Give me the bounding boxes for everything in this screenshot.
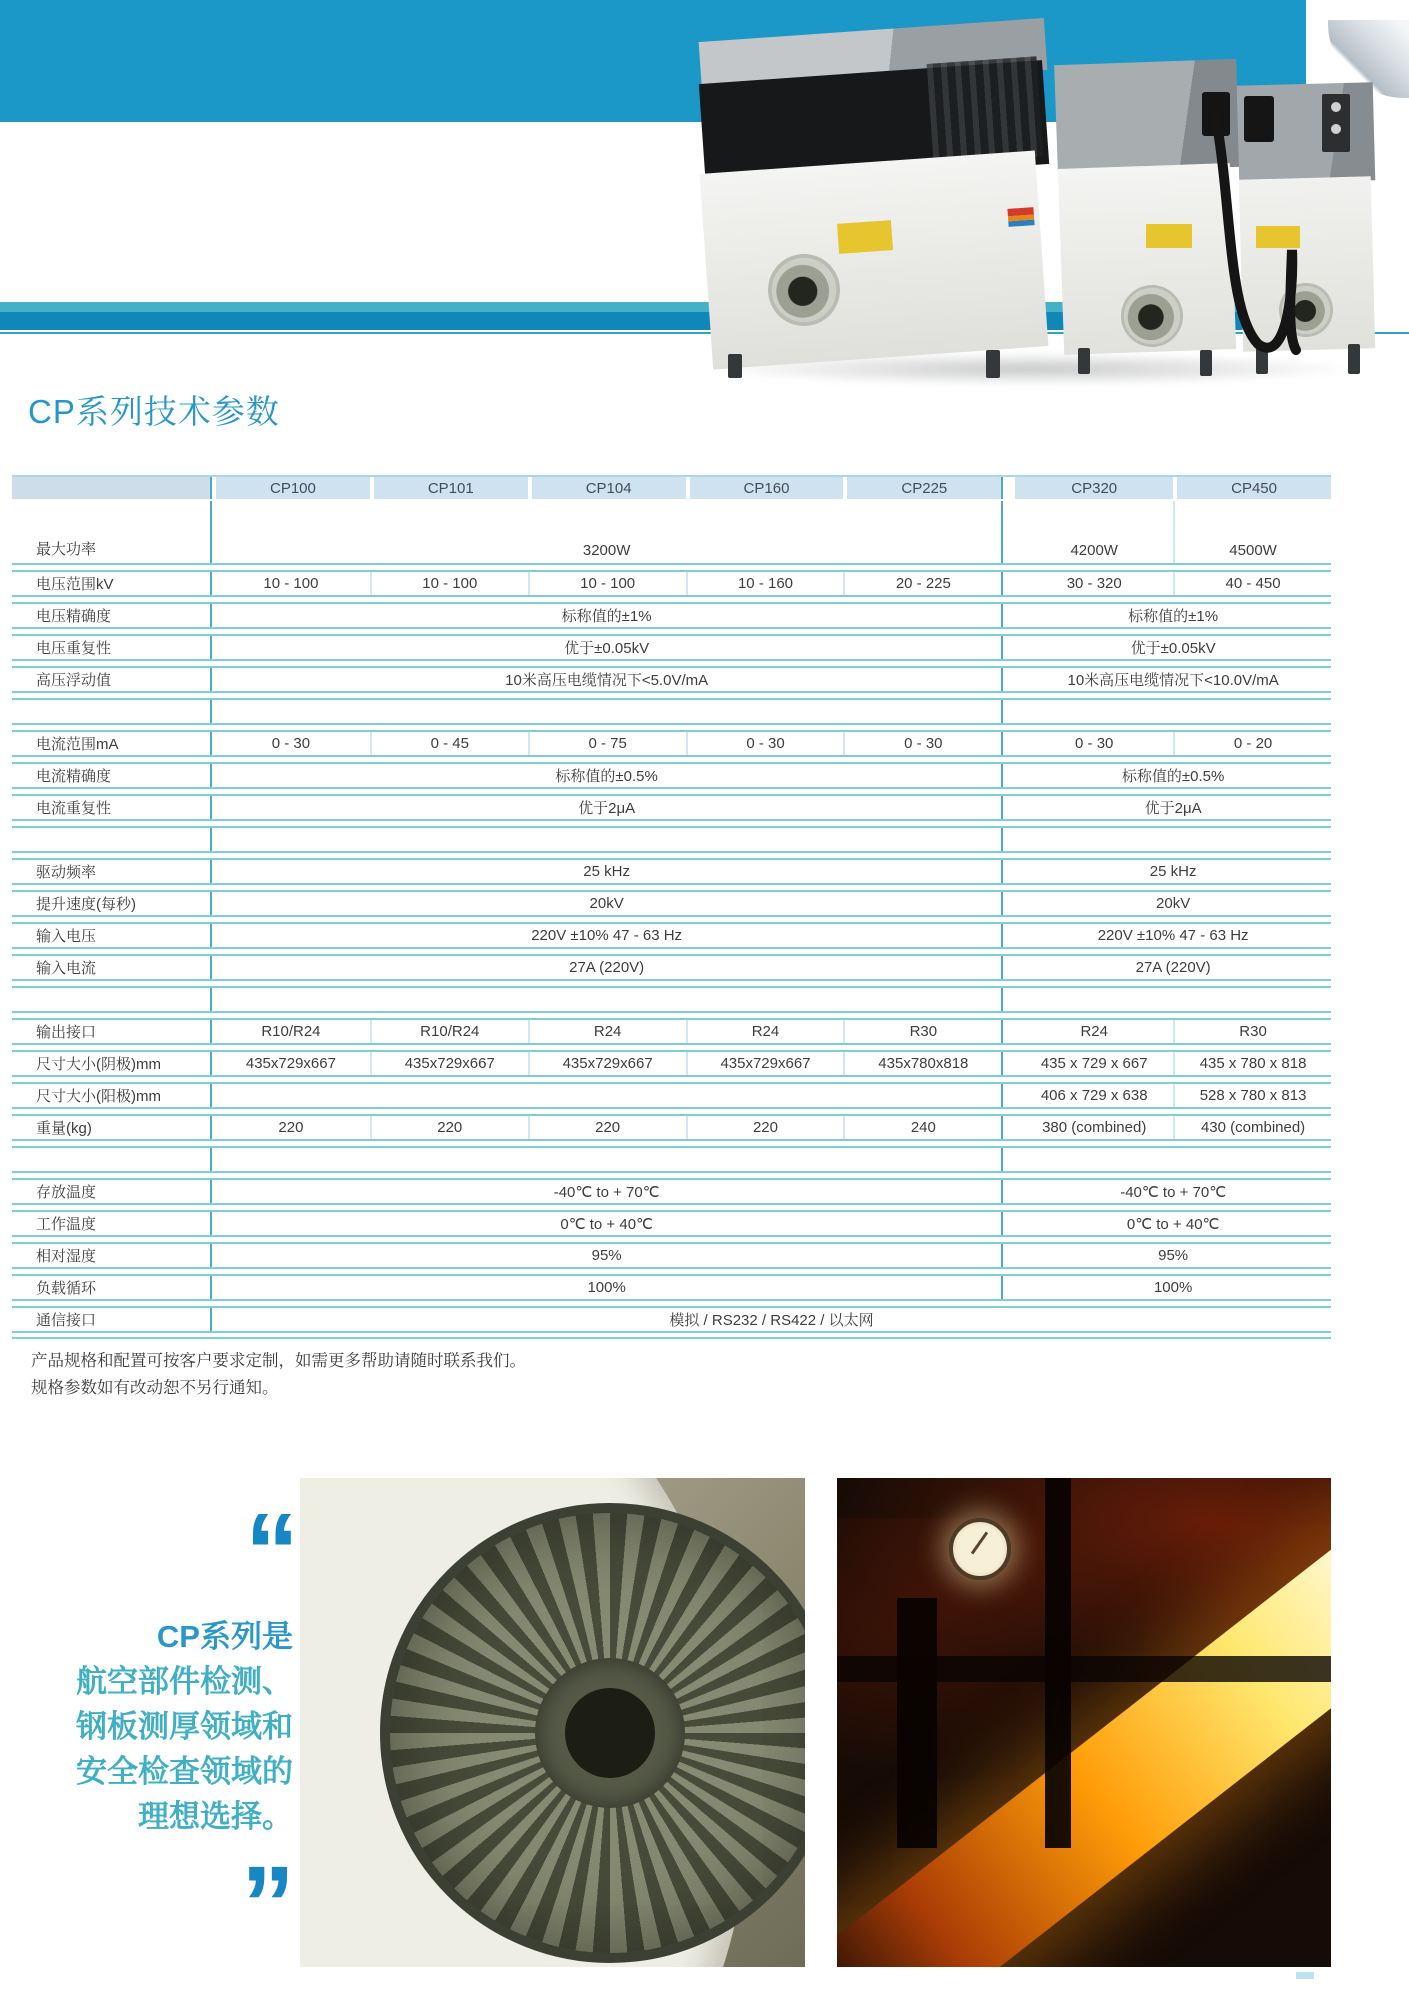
subtable-gap (1001, 700, 1015, 723)
cell-value: 20 - 225 (843, 572, 1001, 595)
cell-value (1015, 1148, 1331, 1171)
subtable-gap (1001, 668, 1015, 691)
table-row (12, 666, 1331, 693)
cell-value: 27A (220V) (1135, 959, 1211, 976)
subtable-gap (1001, 501, 1015, 563)
mill-beam-silhouette (837, 1656, 1331, 1682)
cell-value: 220V ±10% 47 - 63 Hz (1097, 927, 1249, 944)
cell-value: 优于±0.05kV (564, 640, 650, 657)
cell-value: 220 (528, 1116, 686, 1139)
row-label: 最大功率 (12, 501, 212, 563)
cell-value: 435x780x818 (843, 1052, 1001, 1075)
cell-value: 10 - 100 (370, 572, 528, 595)
cell-value: 0℃ to + 40℃ (1126, 1215, 1220, 1233)
mill-machinery-silhouette (897, 1598, 937, 1848)
footnotes (31, 1348, 526, 1402)
footnote-line: 产品规格和配置可按客户要求定制，如需更多帮助请随时联系我们。 (31, 1352, 526, 1370)
subtable-gap (1001, 604, 1015, 627)
cell-value: 40 - 450 (1173, 572, 1331, 595)
cell-value: 0 - 20 (1173, 732, 1331, 755)
cell-value: 3200W (582, 542, 631, 559)
cell-value: 优于±0.05kV (1130, 640, 1216, 657)
subtable-gap (1001, 1148, 1015, 1171)
subtable-gap (1001, 1052, 1015, 1075)
cell-value: 30 - 320 (1066, 575, 1122, 592)
cell-value (1015, 700, 1331, 723)
quote-line: CP系列是 (156, 1618, 293, 1654)
table-row (12, 762, 1331, 789)
cell-value: 435x729x667 (370, 1052, 528, 1075)
page-title: CP系列技术参数 (28, 393, 280, 430)
cell-value (212, 700, 1001, 723)
cell-value: R10/R24 (261, 1023, 321, 1040)
row-label: 尺寸大小(阳极)mm (12, 1084, 212, 1107)
cell-value: 10 - 100 (528, 572, 686, 595)
cell-value: 0 - 30 (843, 732, 1001, 755)
cell-value: 20kV (589, 895, 624, 912)
table-row (12, 1050, 1331, 1077)
bottom-corner-mark (1296, 1972, 1314, 1979)
cell-value: 25 kHz (583, 863, 630, 880)
cell-value: 0 - 45 (370, 732, 528, 755)
cell-value: 220 (370, 1116, 528, 1139)
column-header-cp450: CP450 (1173, 477, 1331, 499)
cell-value: 标称值的±0.5% (1121, 768, 1225, 785)
table-row (12, 858, 1331, 885)
cell-value: 100% (1153, 1279, 1193, 1296)
cell-value: R24 (1080, 1023, 1108, 1040)
table-row (12, 1242, 1331, 1269)
table-row (12, 1210, 1331, 1237)
table-row (12, 1018, 1331, 1045)
spacer-row (12, 1146, 1331, 1173)
row-label: 电压范围kV (12, 572, 212, 595)
table-row (12, 794, 1331, 821)
cell-value: 528 x 780 x 813 (1173, 1084, 1331, 1107)
cell-value: 4200W (1070, 542, 1118, 559)
subtable-gap (1001, 988, 1015, 1011)
hv-cable-icon (0, 0, 1409, 400)
cell-value: 模拟 / RS232 / RS422 / 以太网 (669, 1312, 874, 1329)
row-label: 输出接口 (12, 1020, 212, 1043)
quote-line: 钢板测厚领域和 (76, 1708, 293, 1744)
table-row (12, 570, 1331, 597)
row-label: 电压重复性 (12, 636, 212, 659)
column-header-cp225: CP225 (843, 477, 1001, 499)
cell-value (212, 988, 1001, 1011)
row-label: 电流重复性 (12, 796, 212, 819)
table-row (12, 890, 1331, 917)
hero-section (0, 0, 1409, 400)
cell-value: 10 - 160 (686, 572, 844, 595)
row-label: 输入电压 (12, 924, 212, 947)
cell-value: 220V ±10% 47 - 63 Hz (531, 927, 683, 944)
cell-value: 240 (843, 1116, 1001, 1139)
open-quote-icon: “ (245, 1490, 293, 1611)
cell-value: R24 (686, 1020, 844, 1043)
cell-value: 4500W (1173, 501, 1331, 563)
cell-value: 95% (591, 1247, 622, 1264)
subtable-gap (1001, 956, 1015, 979)
cell-value: 标称值的±1% (1128, 608, 1219, 625)
cell-value: 优于2μA (578, 800, 636, 817)
row-label: 重量(kg) (12, 1116, 212, 1139)
cell-value: 标称值的±0.5% (555, 768, 658, 785)
subtable-gap (1001, 892, 1015, 915)
column-header-cp320: CP320 (1015, 477, 1173, 499)
cell-value: 优于2μA (1144, 800, 1202, 817)
subtable-gap (1001, 860, 1015, 883)
column-header-cp101: CP101 (370, 477, 528, 499)
cell-value (1015, 988, 1331, 1011)
cell-value: 0 - 75 (528, 732, 686, 755)
cell-value: 435 x 729 x 667 (1040, 1055, 1148, 1072)
cell-value: 406 x 729 x 638 (1040, 1087, 1148, 1104)
row-label: 相对湿度 (12, 1244, 212, 1267)
cell-value: 380 (combined) (1042, 1119, 1147, 1136)
table-row (12, 1082, 1331, 1109)
row-label: 电压精确度 (12, 604, 212, 627)
row-label: 提升速度(每秒) (12, 892, 212, 915)
row-label: 电流精确度 (12, 764, 212, 787)
cell-value: 25 kHz (1149, 863, 1197, 880)
cell-value (212, 828, 1001, 851)
steel-mill-photo (837, 1478, 1331, 1967)
subtable-gap (1001, 732, 1015, 755)
fan-hub-core (565, 1688, 655, 1778)
subtable-gap (1001, 1244, 1015, 1267)
cell-value: 27A (220V) (569, 959, 645, 976)
spacer-row (12, 698, 1331, 725)
row-label: 工作温度 (12, 1212, 212, 1235)
row-label: 电流范围mA (12, 732, 212, 755)
cell-value: R30 (843, 1020, 1001, 1043)
quote-line: 安全检查领域的 (76, 1753, 293, 1789)
spacer-row (12, 826, 1331, 853)
cell-value: 10米高压电缆情况下<10.0V/mA (1067, 672, 1279, 689)
row-label: 存放温度 (12, 1180, 212, 1203)
row-label: 驱动频率 (12, 860, 212, 883)
subtable-gap (1001, 764, 1015, 787)
cell-value: 20kV (1156, 895, 1191, 912)
cell-value: 435x729x667 (245, 1055, 336, 1072)
spec-table (12, 475, 1331, 1339)
pull-quote (0, 1490, 293, 1964)
cell-value: 100% (587, 1279, 626, 1296)
cell-value: R24 (528, 1020, 686, 1043)
row-label (12, 988, 212, 1011)
subtable-gap (1001, 1020, 1015, 1043)
cell-value: 435x729x667 (528, 1052, 686, 1075)
column-header-cp160: CP160 (686, 477, 844, 499)
table-row (12, 1178, 1331, 1205)
cell-value: R10/R24 (370, 1020, 528, 1043)
cell-value: 0 - 30 (686, 732, 844, 755)
cell-value: 435x729x667 (686, 1052, 844, 1075)
cell-value: 95% (1158, 1247, 1189, 1264)
column-header-cp104: CP104 (528, 477, 686, 499)
cell-value (1015, 828, 1331, 851)
row-label: 高压浮动值 (12, 668, 212, 691)
cell-value: 435 x 780 x 818 (1173, 1052, 1331, 1075)
subtable-gap (1001, 1084, 1015, 1107)
cell-value: 220 (278, 1119, 304, 1136)
table-row (12, 634, 1331, 661)
subtable-gap (1001, 572, 1015, 595)
quote-line: 理想选择。 (138, 1798, 293, 1834)
row-label (12, 828, 212, 851)
subtable-gap (1001, 924, 1015, 947)
table-row (12, 1274, 1331, 1301)
cell-value: 0 - 30 (1075, 735, 1114, 752)
cell-value: 0℃ to + 40℃ (560, 1215, 653, 1233)
subtable-gap (1001, 636, 1015, 659)
cell-value: 430 (combined) (1173, 1116, 1331, 1139)
table-row (12, 1114, 1331, 1141)
cell-value: 标称值的±1% (561, 608, 652, 625)
row-label: 输入电流 (12, 956, 212, 979)
row-label (12, 700, 212, 723)
cell-value: 0 - 30 (271, 735, 311, 752)
cell-value: R30 (1173, 1020, 1331, 1043)
row-label: 负载循环 (12, 1276, 212, 1299)
cell-value: -40℃ to + 70℃ (1120, 1183, 1227, 1201)
table-row (12, 602, 1331, 629)
cell-value (212, 1148, 1001, 1171)
cell-value: 10米高压电缆情况下<5.0V/mA (505, 672, 709, 689)
cell-value: 220 (686, 1116, 844, 1139)
subtable-gap (1001, 1212, 1015, 1235)
table-bottom-border (12, 1337, 1331, 1339)
table-row (12, 922, 1331, 949)
table-row (12, 954, 1331, 981)
table-row (12, 730, 1331, 757)
subtable-gap (1001, 477, 1015, 499)
subtable-gap (1001, 1180, 1015, 1203)
table-row (12, 1306, 1331, 1333)
row-label: 尺寸大小(阴极)mm (12, 1052, 212, 1075)
subtable-gap (1001, 1276, 1015, 1299)
table-header-row (12, 475, 1331, 499)
close-quote-icon: ” (241, 1842, 289, 1964)
subtable-gap (1001, 1116, 1015, 1139)
subtable-gap (1001, 796, 1015, 819)
quote-text (0, 1614, 293, 1839)
table-row (12, 501, 1331, 565)
row-label: 通信接口 (12, 1308, 212, 1331)
column-header-cp100: CP100 (212, 477, 370, 499)
quote-line: 航空部件检测、 (76, 1663, 293, 1699)
subtable-gap (1001, 828, 1015, 851)
cell-value (212, 1084, 1001, 1107)
footnote-line: 规格参数如有改动恕不另行通知。 (31, 1379, 279, 1397)
gauge-dial-icon (949, 1518, 1011, 1580)
header-label-cell (12, 477, 212, 499)
jet-engine-photo (300, 1478, 805, 1967)
spacer-row (12, 986, 1331, 1013)
row-label (12, 1148, 212, 1171)
cell-value: -40℃ to + 70℃ (553, 1183, 660, 1201)
cell-value: 10 - 100 (263, 575, 319, 592)
